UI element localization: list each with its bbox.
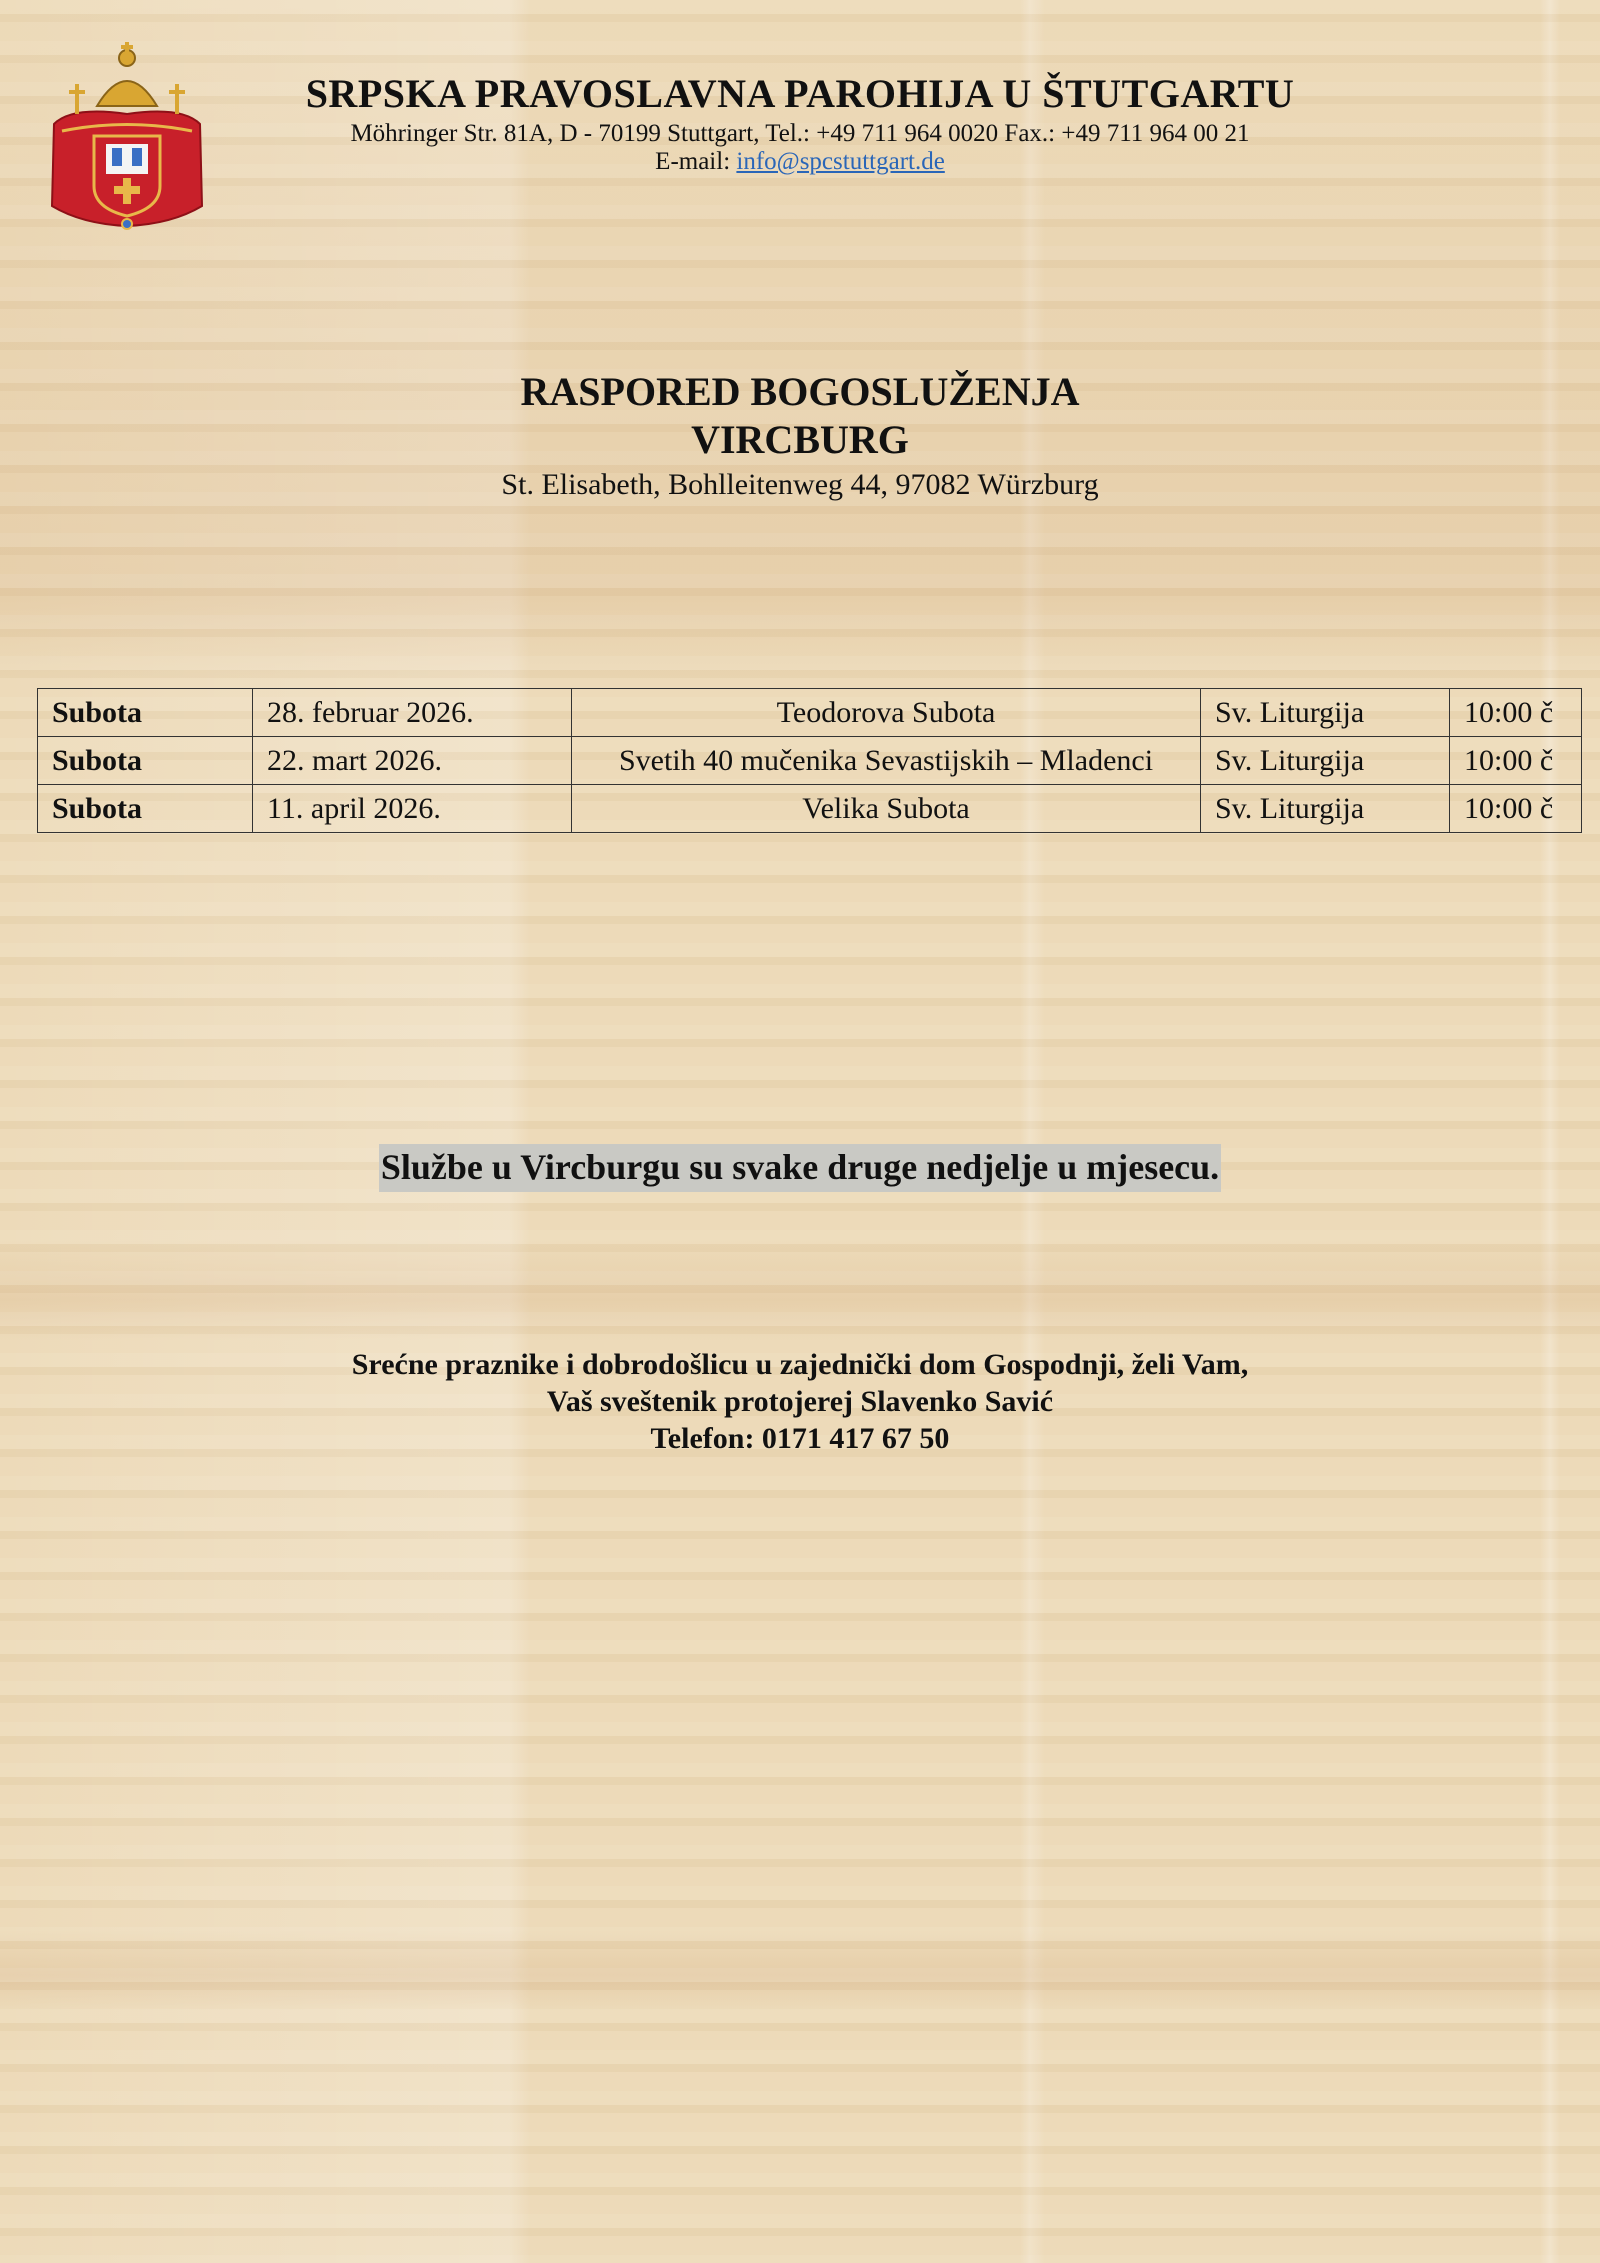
parish-address: Möhringer Str. 81A, D - 70199 Stuttgart, Tel.: +49 711 964 0020 Fax.: +49 711 964 00 21 bbox=[350, 120, 1250, 147]
page-title: RASPORED BOGOSLUŽENJA bbox=[520, 369, 1080, 414]
cell-service: Sv. Liturgija bbox=[1201, 689, 1450, 737]
table-row bbox=[38, 689, 1582, 737]
cell-event: Teodorova Subota bbox=[572, 689, 1201, 737]
cell-time: 10:00 č bbox=[1450, 689, 1582, 737]
cell-day: Subota bbox=[38, 785, 253, 833]
parish-header bbox=[220, 71, 1380, 175]
table-row bbox=[38, 737, 1582, 785]
email-link[interactable]: info@spcstuttgart.de bbox=[736, 147, 945, 175]
cell-time: 10:00 č bbox=[1450, 737, 1582, 785]
cell-date: 22. mart 2026. bbox=[253, 737, 572, 785]
church-location: St. Elisabeth, Bohlleitenweg 44, 97082 Würzburg bbox=[501, 468, 1099, 501]
cell-service: Sv. Liturgija bbox=[1201, 785, 1450, 833]
closing-greeting bbox=[0, 1346, 1600, 1457]
cell-date: 28. februar 2026. bbox=[253, 689, 572, 737]
cell-event: Velika Subota bbox=[572, 785, 1201, 833]
church-crest-emblem bbox=[42, 36, 212, 236]
parish-email-line bbox=[220, 148, 1380, 176]
priest-signature-line: Vaš sveštenik protojerej Slavenko Savić bbox=[546, 1385, 1054, 1418]
greeting-line: Srećne praznike i dobrodošlicu u zajednički dom Gospodnji, želi Vam, bbox=[351, 1348, 1249, 1381]
parish-name: SRPSKA PRAVOSLAVNA PAROHIJA U ŠTUTGARTU bbox=[305, 71, 1295, 116]
cell-event: Svetih 40 mučenika Sevastijskih – Mladenci bbox=[572, 737, 1201, 785]
table-row bbox=[38, 785, 1582, 833]
cell-date: 11. april 2026. bbox=[253, 785, 572, 833]
cell-day: Subota bbox=[38, 737, 253, 785]
cell-service: Sv. Liturgija bbox=[1201, 737, 1450, 785]
services-notice-text: Službe u Vircburgu su svake druge nedjelje u mjesecu. bbox=[379, 1144, 1221, 1192]
services-notice bbox=[0, 1144, 1600, 1192]
city-title: VIRCBURG bbox=[691, 417, 909, 462]
email-label: E-mail: bbox=[655, 147, 737, 175]
priest-phone: Telefon: 0171 417 67 50 bbox=[650, 1422, 950, 1455]
cell-time: 10:00 č bbox=[1450, 785, 1582, 833]
cell-day: Subota bbox=[38, 689, 253, 737]
schedule-title-block bbox=[0, 368, 1600, 504]
service-schedule-table bbox=[37, 688, 1582, 833]
